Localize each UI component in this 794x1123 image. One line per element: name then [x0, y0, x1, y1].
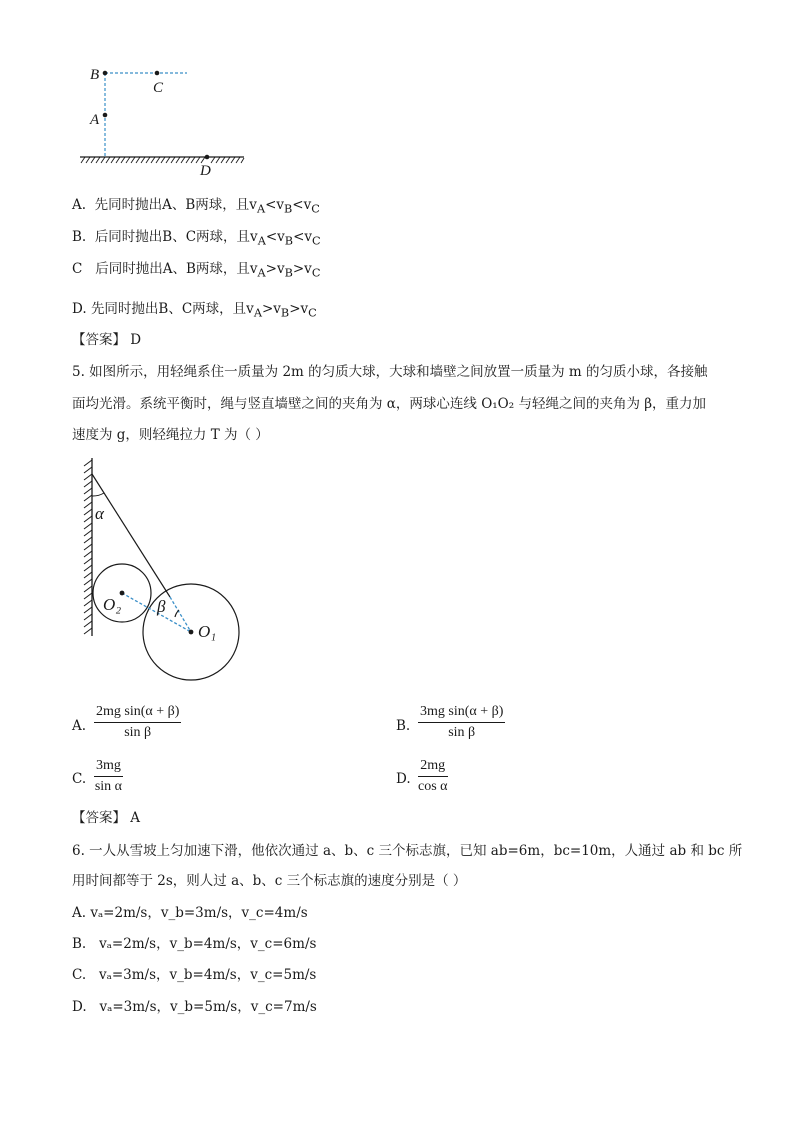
- q5-option-a-letter: A.: [72, 718, 87, 734]
- q4-answer: 【答案】 D: [72, 332, 142, 348]
- q5-stem-line-2: 面均光滑。系统平衡时，绳与竖直墙壁之间的夹角为 α，两球心连线 O₁O₂ 与轻绳之间的夹角为 β，重力加: [72, 396, 707, 412]
- label-beta: β: [157, 597, 166, 616]
- rope: [92, 474, 170, 597]
- q6-option-b: B. vₐ=2m/s，v_b=4m/s，v_c=6m/s: [72, 936, 317, 952]
- q5-option-a-fraction: [94, 704, 181, 741]
- q5-option-d-fraction: [418, 758, 448, 795]
- center-o1: [189, 630, 194, 635]
- q5-option-a-denominator: sin β: [124, 725, 152, 740]
- beta-arc: [175, 610, 179, 617]
- label-d: D: [200, 163, 211, 179]
- label-o2: O₂: [103, 595, 122, 614]
- point-a: [103, 113, 108, 118]
- label-alpha: α: [95, 504, 104, 523]
- q5-option-d-letter: D.: [396, 771, 411, 787]
- q5-answer: 【答案】 A: [72, 810, 141, 826]
- label-c: C: [153, 80, 164, 96]
- q5-option-c-letter: C.: [72, 771, 87, 787]
- q5-option-c-denominator: sin α: [94, 779, 123, 794]
- balls-figure: [72, 452, 252, 692]
- q5-stem-line-3: 速度为 g，则轻绳拉力 T 为（ ）: [72, 427, 269, 443]
- q6-stem-line-2: 用时间都等于 2s，则人过 a、b、c 三个标志旗的速度分别是（ ）: [72, 873, 467, 889]
- q5-option-b-letter: B.: [396, 718, 411, 734]
- projectile-figure: [72, 60, 262, 180]
- q5-option-b-denominator: sin β: [448, 725, 476, 740]
- point-b: [103, 71, 108, 76]
- label-a: A: [90, 112, 100, 128]
- q6-option-c: C. vₐ=3m/s，v_b=4m/s，v_c=5m/s: [72, 967, 317, 983]
- label-b: B: [90, 67, 100, 83]
- wall-hatching: [84, 460, 92, 634]
- point-c: [155, 71, 160, 76]
- ground-hatching: [81, 157, 244, 163]
- q5-option-a-numerator: 2mg sin(α + β): [94, 704, 181, 723]
- q6-stem-line-1: 6. 一人从雪坡上匀加速下滑，他依次通过 a、b、c 三个标志旗，已知 ab=6m，bc=10m，人通过 ab 和 bc 所: [72, 843, 743, 859]
- q5-option-c-fraction: [94, 758, 123, 795]
- q5-option-b-numerator: 3mg sin(α + β): [418, 704, 505, 723]
- q6-option-a: A. vₐ=2m/s，v_b=3m/s，v_c=4m/s: [72, 905, 308, 921]
- q4-option-c: C 后同时抛出A、B两球，且$v_A>v_B>v_C$: [72, 261, 321, 280]
- q5-option-d-numerator: 2mg: [418, 758, 448, 777]
- q5-option-c-numerator: 3mg: [94, 758, 123, 777]
- q4-option-d: D. 先同时抛出B、C两球，且$v_A>v_B>v_C$: [72, 301, 317, 320]
- label-o1: O₁: [198, 622, 217, 641]
- q4-option-a: A. 先同时抛出A、B两球，且$v_A<v_B<v_C$: [72, 197, 320, 216]
- q6-option-d: D. vₐ=3m/s，v_b=5m/s，v_c=7m/s: [72, 999, 317, 1015]
- alpha-arc: [92, 493, 104, 496]
- q4-option-b: B. 后同时抛出B、C两球，且$v_A<v_B<v_C$: [72, 229, 321, 248]
- q5-stem-line-1: 5. 如图所示，用轻绳系住一质量为 2m 的匀质大球，大球和墙壁之间放置一质量为 m 的匀质小球，各接触: [72, 364, 708, 380]
- q5-option-b-fraction: [418, 704, 505, 741]
- q5-option-d-denominator: cos α: [418, 779, 448, 794]
